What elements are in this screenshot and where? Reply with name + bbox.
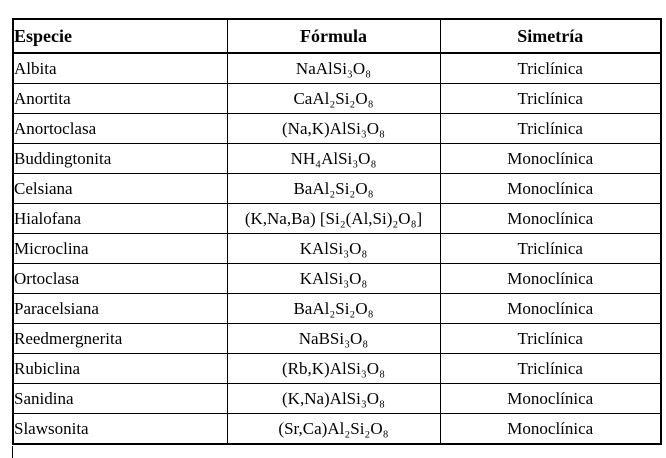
cell-formula: KAlSi₃O₈ bbox=[227, 234, 440, 264]
header-row bbox=[13, 19, 661, 53]
table-row bbox=[13, 384, 661, 414]
cell-symmetry: Triclínica bbox=[440, 234, 661, 264]
cell-symmetry: Monoclínica bbox=[440, 414, 661, 445]
cell-formula: NaAlSi₃O₈ bbox=[227, 53, 440, 84]
header-formula: Fórmula bbox=[227, 19, 440, 53]
cell-symmetry: Monoclínica bbox=[440, 294, 661, 324]
cell-species: Celsiana bbox=[13, 174, 227, 204]
cell-species: Hialofana bbox=[13, 204, 227, 234]
cell-species: Microclina bbox=[13, 234, 227, 264]
cell-symmetry: Triclínica bbox=[440, 53, 661, 84]
cell-symmetry: Monoclínica bbox=[440, 204, 661, 234]
table-row bbox=[13, 174, 661, 204]
cell-species: Buddingtonita bbox=[13, 144, 227, 174]
table-header bbox=[13, 19, 661, 53]
header-symmetry: Simetría bbox=[440, 19, 661, 53]
cell-species: Anortita bbox=[13, 84, 227, 114]
cell-formula: (K,Na)AlSi₃O₈ bbox=[227, 384, 440, 414]
table-row bbox=[13, 114, 661, 144]
cell-formula: (Na,K)AlSi₃O₈ bbox=[227, 114, 440, 144]
page-edge-line bbox=[12, 446, 13, 458]
cell-formula: (K,Na,Ba) [Si₂(Al,Si)₂O₈] bbox=[227, 204, 440, 234]
cell-formula: KAlSi₃O₈ bbox=[227, 264, 440, 294]
table-row bbox=[13, 354, 661, 384]
table-row bbox=[13, 53, 661, 84]
table-row bbox=[13, 234, 661, 264]
feldspar-species-table bbox=[12, 18, 662, 445]
cell-symmetry: Monoclínica bbox=[440, 384, 661, 414]
table-body bbox=[13, 53, 661, 444]
cell-formula: CaAl₂Si₂O₈ bbox=[227, 84, 440, 114]
table-row bbox=[13, 264, 661, 294]
cell-symmetry: Triclínica bbox=[440, 114, 661, 144]
cell-symmetry: Triclínica bbox=[440, 324, 661, 354]
table-row bbox=[13, 84, 661, 114]
cell-formula: (Sr,Ca)Al₂Si₂O₈ bbox=[227, 414, 440, 445]
cell-species: Rubiclina bbox=[13, 354, 227, 384]
cell-symmetry: Monoclínica bbox=[440, 264, 661, 294]
table-row bbox=[13, 294, 661, 324]
cell-species: Anortoclasa bbox=[13, 114, 227, 144]
cell-formula: NH₄AlSi₃O₈ bbox=[227, 144, 440, 174]
cell-species: Sanidina bbox=[13, 384, 227, 414]
cell-species: Albita bbox=[13, 53, 227, 84]
cell-symmetry: Monoclínica bbox=[440, 174, 661, 204]
cell-species: Paracelsiana bbox=[13, 294, 227, 324]
cell-symmetry: Triclínica bbox=[440, 84, 661, 114]
cell-formula: BaAl₂Si₂O₈ bbox=[227, 174, 440, 204]
table-row bbox=[13, 414, 661, 445]
header-species: Especie bbox=[13, 19, 227, 53]
cell-symmetry: Triclínica bbox=[440, 354, 661, 384]
table-row bbox=[13, 324, 661, 354]
table-row bbox=[13, 204, 661, 234]
cell-formula: BaAl₂Si₂O₈ bbox=[227, 294, 440, 324]
cell-formula: (Rb,K)AlSi₃O₈ bbox=[227, 354, 440, 384]
cell-formula: NaBSi₃O₈ bbox=[227, 324, 440, 354]
cell-species: Ortoclasa bbox=[13, 264, 227, 294]
cell-species: Reedmergnerita bbox=[13, 324, 227, 354]
cell-symmetry: Monoclínica bbox=[440, 144, 661, 174]
table-row bbox=[13, 144, 661, 174]
cell-species: Slawsonita bbox=[13, 414, 227, 445]
